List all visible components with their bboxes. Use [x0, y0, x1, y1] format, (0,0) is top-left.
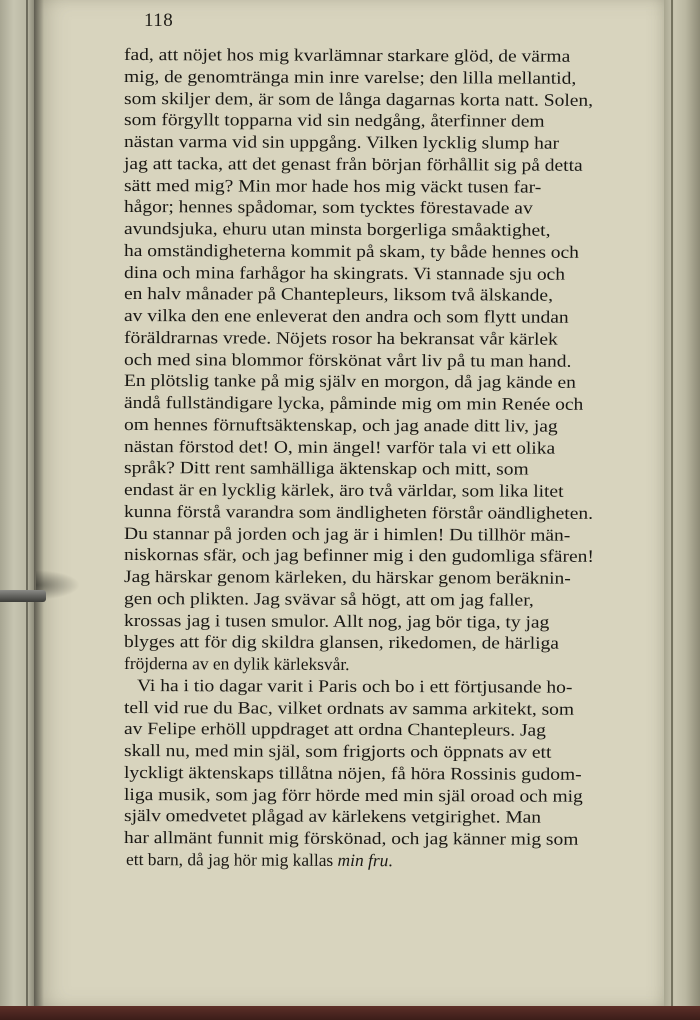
book-cover-bottom — [0, 1006, 700, 1020]
text-line: nästan förstod det! O, min ängel! varför tala vi ett olika — [124, 435, 556, 458]
text-line: dina och mina farhågor ha skingrats. Vi stannade sju och — [124, 261, 566, 284]
text-line: Du stannar på jorden och jag är i himlen! Du tillhör män- — [124, 522, 571, 545]
last-line-suffix: . — [388, 849, 393, 870]
text-line: En plötslig tanke på mig själv en morgon, då jag kände en — [124, 370, 576, 393]
text-line: blyges att för dig skildra glansen, rikedomen, de härliga — [124, 631, 559, 653]
text-line: språk? Ditt rent samhälliga äktenskap och mitt, som — [124, 457, 529, 479]
text-line: endast är en lycklig kärlek, äro två världar, som lika litet — [124, 479, 564, 501]
text-line: krossas jag i tusen smulor. Allt nog, jag bör tiga, ty jag — [124, 609, 550, 632]
text-line: själv omedvetet plågad av kärlekens vetgirighet. Man — [124, 805, 542, 827]
text-line: avundsjuka, ehuru utan minsta borgerliga småaktighet, — [124, 218, 551, 240]
text-line: av vilka den ene enleverat den andra och som flytt undan — [124, 305, 569, 327]
text-line: skall nu, med min själ, som frigjorts och öppnats av ett — [124, 740, 552, 762]
text-line: Jag härskar genom kärleken, du härskar genom beräknin- — [124, 566, 571, 588]
text-line: tell vid rue du Bac, vilket ordnats av samma arkitekt, som — [124, 696, 575, 719]
text-line: gen och plikten. Jag svävar så högt, att om jag faller, — [124, 587, 534, 610]
text-line: som förgyllt topparna vid sin nedgång, återfinner dem — [124, 109, 545, 131]
text-line: lyckligt äktenskaps tillåtna nöjen, få höra Rossinis gudom- — [124, 761, 582, 784]
text-line: en halv månader på Chantepleurs, liksom två älskande, — [124, 283, 554, 305]
text-line: fad, att nöjet hos mig kvarlämnar starkare glöd, de värma — [124, 44, 571, 66]
text-line: och med sina blommor förskönat vårt liv på tu man hand. — [124, 348, 572, 371]
text-line: Vi ha i tio dagar varit i Paris och bo i ett förtjusande ho- — [137, 674, 573, 697]
text-line: kunna förstå varandra som ändligheten förstår oändligheten. — [124, 500, 594, 523]
text-line: har allmänt funnit mig förskönad, och jag känner mig som — [124, 827, 579, 849]
text-line-last — [126, 849, 393, 871]
text-line: mig, de genomtränga min inre varelse; den lilla mellantid, — [124, 65, 577, 88]
page-number: 118 — [144, 10, 174, 31]
book-right-edge-line — [671, 0, 673, 1006]
text-line: om hennes förnuftsäktenskap, och jag anade ditt liv, jag — [124, 413, 558, 436]
italic-phrase: min fru — [337, 849, 389, 870]
text-line: fröjderna av en dylik kärleksvår. — [124, 653, 350, 674]
text-line: ha omständigheterna kommit på skam, ty både hennes och — [124, 239, 580, 262]
text-line: hågor; hennes spådomar, som tycktes förestavade av — [124, 196, 533, 218]
text-line: nästan varma vid sin uppgång. Vilken lycklig slump har — [124, 131, 560, 153]
text-line: av Felipe erhöll uppdraget att ordna Chantepleurs. Jag — [124, 718, 546, 740]
text-line: föräldrarnas vrede. Nöjets rosor ha bekransat vår kärlek — [124, 326, 558, 349]
text-line: sätt med mig? Min mor hade hos mig väckt tusen far- — [124, 174, 542, 197]
bookmark-clip-icon — [0, 590, 46, 602]
text-line: liga musik, som jag förr hörde med min själ oroad och mig — [124, 783, 583, 806]
text-line: som skiljer dem, är som de långa dagarnas korta natt. Solen, — [124, 87, 594, 110]
text-line: niskornas sfär, och jag befinner mig i den gudomliga sfären! — [124, 544, 594, 567]
left-page-edge — [26, 0, 28, 1020]
text-line: jag att tacka, att det genast från början förhållit sig på detta — [124, 152, 583, 175]
left-facing-page — [0, 0, 34, 1020]
text-line: ändå fullständigare lycka, påminde mig om min Renée och — [124, 392, 584, 414]
last-line-prefix: ett barn, då jag hör mig kallas — [126, 848, 338, 870]
gutter-shadow — [34, 0, 44, 1020]
book-right-edge — [664, 0, 700, 1006]
